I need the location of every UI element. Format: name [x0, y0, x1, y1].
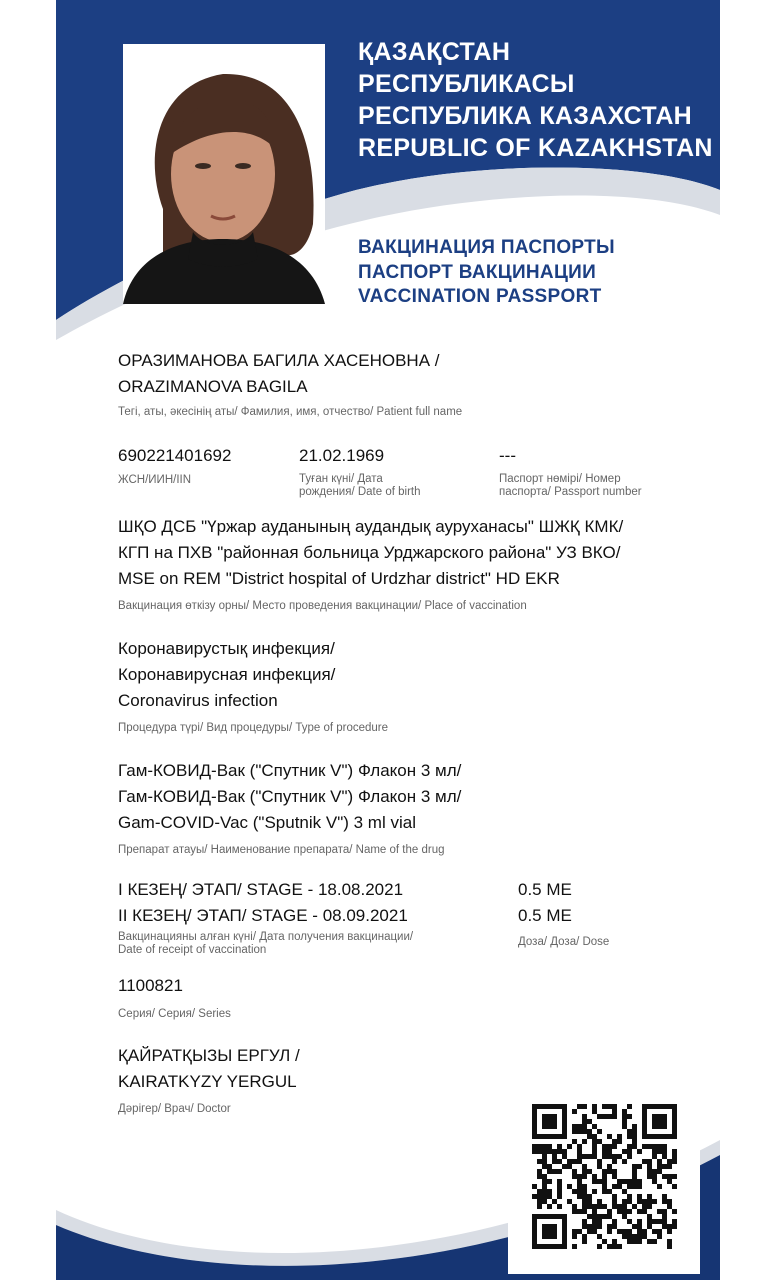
dob-value: 21.02.1969: [299, 446, 385, 465]
doctor-name-kk: ҚАЙРАТҚЫЗЫ ЕРГУЛ /: [118, 1046, 300, 1065]
procedure-line-kk: Коронавирустық инфекция/: [118, 639, 335, 658]
passport-value: ---: [499, 446, 516, 465]
patient-name-kk: ОРАЗИМАНОВА БАГИЛА ХАСЕНОВНА /: [118, 351, 440, 370]
dob-field: [299, 443, 421, 499]
iin-label: ЖСН/ИИН/IIN: [118, 474, 192, 486]
doctor-field: [118, 1043, 300, 1116]
drug-label: Препарат атауы/ Наименование препарата/ Name of the drug: [118, 844, 445, 856]
doctor-name-en: KAIRATKYZY YERGUL: [118, 1072, 297, 1091]
document-title: [358, 236, 615, 310]
place-line-kk: ШҚО ДСБ "Үржар ауданының аудандық ауруханасы" ШЖҚ КМК/: [118, 517, 624, 536]
place-label: Вакцинация өткізу орны/ Место проведения вакцинации/ Place of vaccination: [118, 600, 527, 612]
doctor-label: Дәрігер/ Врач/ Doctor: [118, 1103, 231, 1115]
procedure-label: Процедура түрі/ Вид процедуры/ Type of procedure: [118, 722, 389, 734]
procedure-line-ru: Коронавирусная инфекция/: [118, 665, 336, 684]
series-field: [118, 973, 231, 1021]
drug-line-en: Gam-COVID-Vac ("Sputnik V") 3 ml vial: [118, 813, 416, 832]
passport-label-line-2: паспорта/ Passport number: [499, 486, 642, 498]
dob-label-line-2: рождения/ Date of birth: [299, 486, 421, 498]
stage-date-label-line-1: Вакцинацияны алған күні/ Дата получения вакцинации/: [118, 931, 414, 943]
drug-line-ru: Гам-КОВИД-Вак ("Спутник V") Флакон 3 мл/: [118, 787, 462, 806]
country-title-en: REPUBLIC OF KAZAKHSTAN: [358, 134, 713, 162]
place-line-ru: КГП на ПХВ "районная больница Урджарского района" УЗ ВКО/: [118, 543, 621, 562]
document-title-en: VACCINATION PASSPORT: [358, 286, 602, 307]
dose-label: Доза/ Доза/ Dose: [518, 936, 610, 948]
series-value: 1100821: [118, 976, 183, 995]
dose-field: [518, 877, 609, 949]
procedure-line-en: Coronavirus infection: [118, 691, 278, 710]
stage-1-date: I КЕЗЕҢ/ ЭТАП/ STAGE - 18.08.2021: [118, 880, 404, 899]
stage-date-label-line-2: Date of receipt of vaccination: [118, 944, 267, 956]
country-title-kk: ҚАЗАҚСТАН РЕСПУБЛИКАСЫ: [358, 38, 575, 98]
series-label: Серия/ Серия/ Series: [118, 1008, 231, 1020]
patient-name-en: ORAZIMANOVA BAGILA: [118, 377, 308, 396]
passport-field: [499, 443, 642, 499]
country-title-ru: РЕСПУБЛИКА КАЗАХСТАН: [358, 102, 693, 130]
qr-code: [508, 1080, 700, 1274]
drug-line-kk: Гам-КОВИД-Вак ("Спутник V") Флакон 3 мл/: [118, 761, 462, 780]
procedure-field: [118, 636, 388, 735]
place-field: [118, 514, 623, 613]
stage-2-dose: 0.5 МЕ: [518, 906, 572, 925]
stage-2-date: II КЕЗЕҢ/ ЭТАП/ STAGE - 08.09.2021: [118, 906, 408, 925]
iin-field: [118, 443, 231, 487]
vaccination-passport-card: [56, 0, 720, 1280]
country-title: [358, 36, 720, 164]
iin-value: 690221401692: [118, 446, 232, 465]
dob-label-line-1: Туған күні/ Дата: [299, 473, 383, 485]
patient-photo: [123, 44, 325, 304]
document-title-kk: ВАКЦИНАЦИЯ ПАСПОРТЫ: [358, 237, 615, 258]
patient-name-label: Тегі, аты, әкесінің аты/ Фамилия, имя, отчество/ Patient full name: [118, 406, 463, 418]
patient-name-field: [118, 348, 462, 419]
stage-1-dose: 0.5 МЕ: [518, 880, 572, 899]
stages-field: [118, 877, 413, 957]
drug-field: [118, 758, 461, 857]
document-title-ru: ПАСПОРТ ВАКЦИНАЦИИ: [358, 261, 597, 283]
passport-label-line-1: Паспорт нөмірі/ Номер: [499, 473, 621, 485]
place-line-en: MSE on REM "District hospital of Urdzhar district" HD EKR: [118, 569, 560, 588]
